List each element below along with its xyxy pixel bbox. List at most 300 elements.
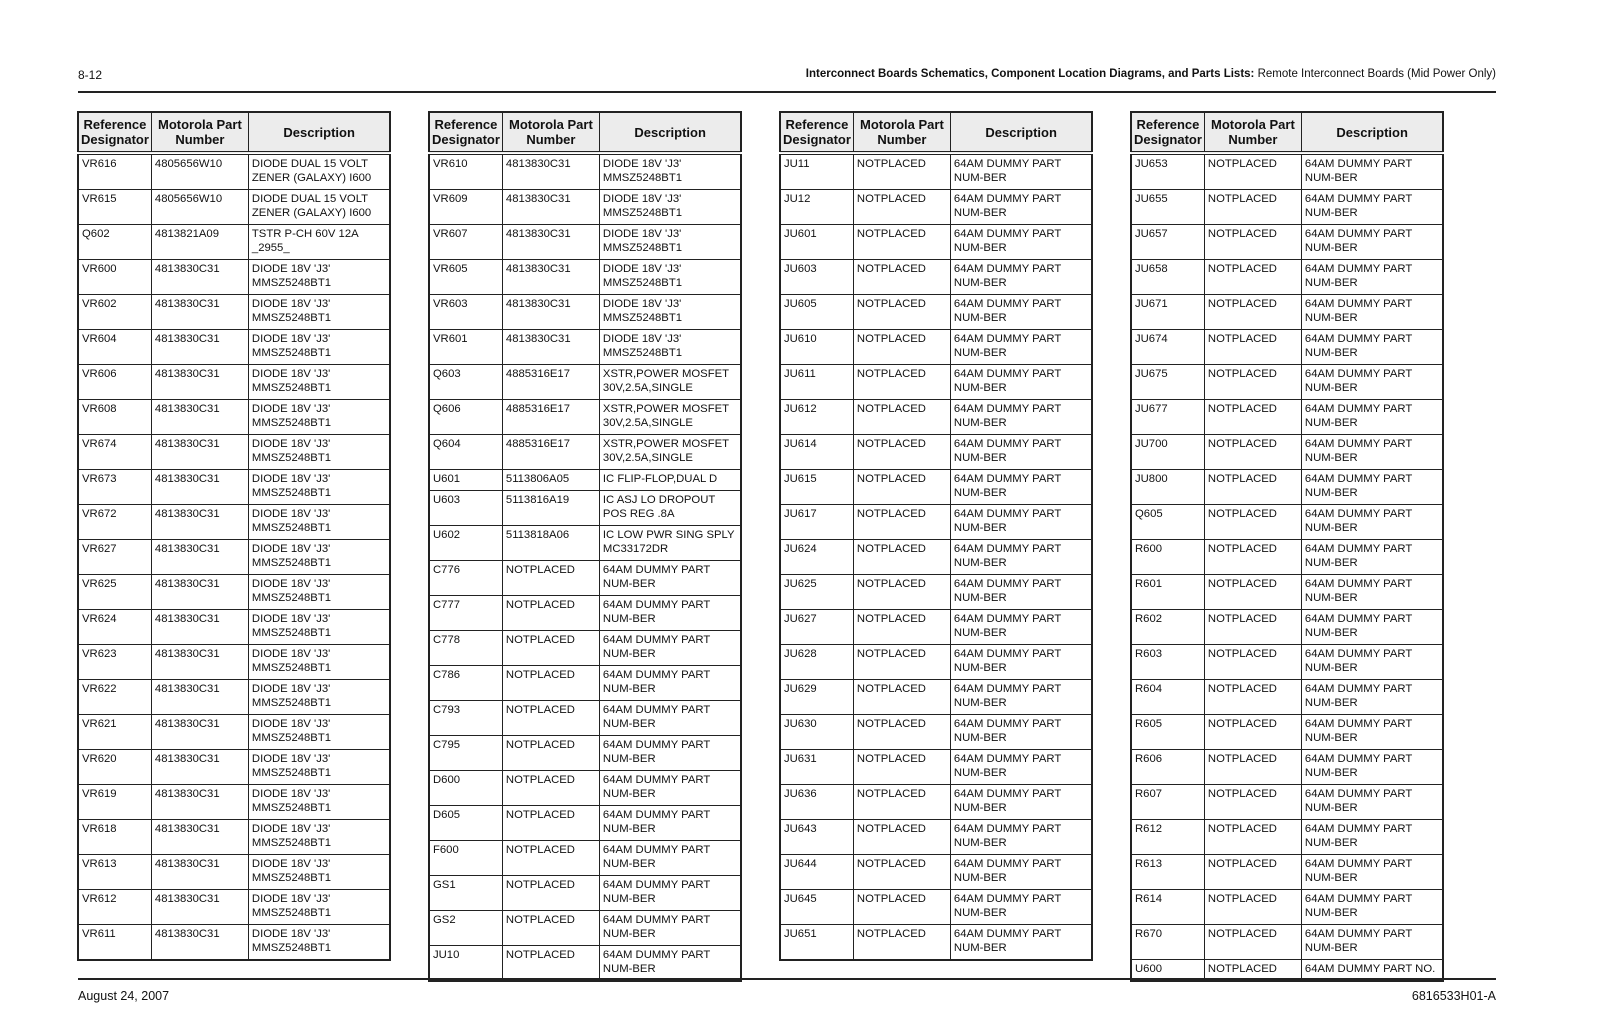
table-row: [780, 680, 1092, 715]
reference-designator-cell: JU601: [780, 225, 853, 260]
part-number-cell: NOTPLACED: [1204, 715, 1301, 750]
reference-designator-cell: JU612: [780, 400, 853, 435]
part-number-cell: 4813830C31: [151, 925, 248, 961]
table-row: [780, 715, 1092, 750]
column-header-reference-designator: Reference Designator: [780, 112, 853, 153]
table-row: [429, 190, 741, 225]
part-number-cell: NOTPLACED: [502, 561, 599, 596]
table-row: [78, 680, 390, 715]
description-cell: DIODE 18V 'J3' MMSZ5248BT1: [248, 680, 390, 715]
reference-designator-cell: JU655: [1131, 190, 1204, 225]
table-row: [780, 435, 1092, 470]
table-row: [1131, 750, 1443, 785]
table-row: [429, 701, 741, 736]
part-number-cell: NOTPLACED: [1204, 295, 1301, 330]
part-number-cell: NOTPLACED: [1204, 925, 1301, 960]
part-number-cell: 4813830C31: [151, 400, 248, 435]
table-row: [429, 876, 741, 911]
description-cell: DIODE 18V 'J3' MMSZ5248BT1: [248, 505, 390, 540]
part-number-cell: NOTPLACED: [853, 890, 950, 925]
column-header-description: Description: [1301, 112, 1443, 153]
description-cell: IC ASJ LO DROPOUT POS REG .8A: [599, 491, 741, 526]
part-number-cell: 4813830C31: [502, 330, 599, 365]
part-number-cell: 4813830C31: [151, 295, 248, 330]
description-cell: 64AM DUMMY PART NUM-BER: [599, 561, 741, 596]
part-number-cell: NOTPLACED: [853, 645, 950, 680]
reference-designator-cell: VR603: [429, 295, 502, 330]
part-number-cell: NOTPLACED: [1204, 400, 1301, 435]
table-row: [780, 330, 1092, 365]
description-cell: DIODE 18V 'J3' MMSZ5248BT1: [599, 295, 741, 330]
reference-designator-cell: JU631: [780, 750, 853, 785]
description-cell: 64AM DUMMY PART NUM-BER: [950, 330, 1092, 365]
reference-designator-cell: JU700: [1131, 435, 1204, 470]
table-row: [429, 666, 741, 701]
reference-designator-cell: JU605: [780, 295, 853, 330]
reference-designator-cell: JU12: [780, 190, 853, 225]
description-cell: DIODE 18V 'J3' MMSZ5248BT1: [248, 540, 390, 575]
reference-designator-cell: VR674: [78, 435, 151, 470]
reference-designator-cell: U602: [429, 526, 502, 561]
part-number-cell: 4813830C31: [151, 680, 248, 715]
description-cell: DIODE 18V 'J3' MMSZ5248BT1: [248, 260, 390, 295]
table-row: [780, 295, 1092, 330]
part-number-cell: NOTPLACED: [1204, 785, 1301, 820]
column-header-description: Description: [599, 112, 741, 153]
description-cell: DIODE 18V 'J3' MMSZ5248BT1: [248, 610, 390, 645]
part-number-cell: NOTPLACED: [853, 260, 950, 295]
part-number-cell: NOTPLACED: [853, 785, 950, 820]
table-row: [429, 365, 741, 400]
description-cell: 64AM DUMMY PART NUM-BER: [599, 946, 741, 982]
reference-designator-cell: JU627: [780, 610, 853, 645]
description-cell: 64AM DUMMY PART NUM-BER: [950, 365, 1092, 400]
table-row: [78, 435, 390, 470]
table-header-row: [78, 112, 390, 153]
part-number-cell: 4885316E17: [502, 435, 599, 470]
part-number-cell: NOTPLACED: [853, 505, 950, 540]
part-number-cell: NOTPLACED: [853, 750, 950, 785]
table-row: [78, 400, 390, 435]
description-cell: DIODE 18V 'J3' MMSZ5248BT1: [248, 400, 390, 435]
reference-designator-cell: JU800: [1131, 470, 1204, 505]
description-cell: DIODE 18V 'J3' MMSZ5248BT1: [248, 645, 390, 680]
column-header-part-number: Motorola Part Number: [853, 112, 950, 153]
page-header: [78, 68, 1496, 92]
table-row: [1131, 365, 1443, 400]
parts-table: [779, 111, 1093, 961]
parts-table-3: [779, 111, 1093, 961]
description-cell: DIODE 18V 'J3' MMSZ5248BT1: [599, 225, 741, 260]
reference-designator-cell: JU644: [780, 855, 853, 890]
description-cell: 64AM DUMMY PART NUM-BER: [599, 701, 741, 736]
parts-table: [1130, 111, 1444, 982]
description-cell: DIODE 18V 'J3' MMSZ5248BT1: [248, 750, 390, 785]
part-number-cell: 4813830C31: [151, 505, 248, 540]
part-number-cell: NOTPLACED: [853, 610, 950, 645]
table-row: [78, 855, 390, 890]
part-number-cell: NOTPLACED: [1204, 190, 1301, 225]
description-cell: DIODE DUAL 15 VOLT ZENER (GALAXY) I600: [248, 190, 390, 225]
description-cell: 64AM DUMMY PART NUM-BER: [599, 771, 741, 806]
part-number-cell: NOTPLACED: [502, 876, 599, 911]
table-row: [78, 505, 390, 540]
reference-designator-cell: C776: [429, 561, 502, 596]
description-cell: DIODE 18V 'J3' MMSZ5248BT1: [599, 330, 741, 365]
table-row: [78, 925, 390, 961]
reference-designator-cell: JU10: [429, 946, 502, 982]
description-cell: 64AM DUMMY PART NUM-BER: [950, 750, 1092, 785]
table-row: [429, 470, 741, 491]
table-row: [780, 925, 1092, 961]
description-cell: 64AM DUMMY PART NUM-BER: [950, 890, 1092, 925]
reference-designator-cell: VR615: [78, 190, 151, 225]
description-cell: DIODE 18V 'J3' MMSZ5248BT1: [248, 715, 390, 750]
table-row: [429, 841, 741, 876]
table-row: [78, 715, 390, 750]
description-cell: 64AM DUMMY PART NUM-BER: [1301, 153, 1443, 190]
table-row: [78, 890, 390, 925]
description-cell: 64AM DUMMY PART NUM-BER: [1301, 225, 1443, 260]
table-row: [1131, 540, 1443, 575]
table-row: [1131, 505, 1443, 540]
reference-designator-cell: Q603: [429, 365, 502, 400]
reference-designator-cell: VR605: [429, 260, 502, 295]
table-row: [780, 225, 1092, 260]
reference-designator-cell: VR673: [78, 470, 151, 505]
reference-designator-cell: Q605: [1131, 505, 1204, 540]
part-number-cell: NOTPLACED: [1204, 575, 1301, 610]
reference-designator-cell: VR622: [78, 680, 151, 715]
page-title: [806, 68, 1496, 80]
description-cell: 64AM DUMMY PART NUM-BER: [599, 736, 741, 771]
description-cell: DIODE 18V 'J3' MMSZ5248BT1: [599, 153, 741, 190]
reference-designator-cell: JU630: [780, 715, 853, 750]
part-number-cell: 4813830C31: [151, 540, 248, 575]
table-row: [78, 260, 390, 295]
reference-designator-cell: GS2: [429, 911, 502, 946]
column-header-reference-designator: Reference Designator: [1131, 112, 1204, 153]
description-cell: 64AM DUMMY PART NUM-BER: [599, 806, 741, 841]
footer-date: August 24, 2007: [78, 989, 170, 1003]
description-cell: 64AM DUMMY PART NUM-BER: [1301, 400, 1443, 435]
description-cell: 64AM DUMMY PART NUM-BER: [950, 260, 1092, 295]
part-number-cell: 4813830C31: [502, 190, 599, 225]
reference-designator-cell: R614: [1131, 890, 1204, 925]
part-number-cell: NOTPLACED: [1204, 645, 1301, 680]
description-cell: DIODE DUAL 15 VOLT ZENER (GALAXY) I600: [248, 153, 390, 190]
reference-designator-cell: Q606: [429, 400, 502, 435]
table-row: [78, 225, 390, 260]
part-number-cell: NOTPLACED: [502, 911, 599, 946]
reference-designator-cell: VR609: [429, 190, 502, 225]
part-number-cell: NOTPLACED: [853, 925, 950, 961]
part-number-cell: 5113818A06: [502, 526, 599, 561]
table-row: [780, 153, 1092, 190]
part-number-cell: NOTPLACED: [1204, 820, 1301, 855]
part-number-cell: NOTPLACED: [1204, 750, 1301, 785]
description-cell: XSTR,POWER MOSFET 30V,2.5A,SINGLE: [599, 400, 741, 435]
table-header-row: [1131, 112, 1443, 153]
table-row: [78, 785, 390, 820]
part-number-cell: 4813830C31: [151, 715, 248, 750]
description-cell: 64AM DUMMY PART NUM-BER: [1301, 260, 1443, 295]
parts-table: [428, 111, 742, 982]
reference-designator-cell: VR619: [78, 785, 151, 820]
part-number-cell: NOTPLACED: [853, 225, 950, 260]
reference-designator-cell: JU677: [1131, 400, 1204, 435]
table-row: [1131, 575, 1443, 610]
description-cell: 64AM DUMMY PART NUM-BER: [950, 540, 1092, 575]
part-number-cell: NOTPLACED: [853, 715, 950, 750]
reference-designator-cell: R601: [1131, 575, 1204, 610]
table-row: [1131, 295, 1443, 330]
description-cell: DIODE 18V 'J3' MMSZ5248BT1: [248, 295, 390, 330]
part-number-cell: 4813830C31: [151, 260, 248, 295]
table-row: [78, 750, 390, 785]
description-cell: 64AM DUMMY PART NUM-BER: [950, 680, 1092, 715]
part-number-cell: 5113816A19: [502, 491, 599, 526]
part-number-cell: NOTPLACED: [1204, 225, 1301, 260]
reference-designator-cell: VR625: [78, 575, 151, 610]
part-number-cell: 4813830C31: [502, 260, 599, 295]
table-row: [1131, 400, 1443, 435]
description-cell: 64AM DUMMY PART NUM-BER: [950, 153, 1092, 190]
description-cell: 64AM DUMMY PART NUM-BER: [599, 631, 741, 666]
table-row: [429, 736, 741, 771]
reference-designator-cell: R670: [1131, 925, 1204, 960]
description-cell: 64AM DUMMY PART NUM-BER: [950, 785, 1092, 820]
reference-designator-cell: JU645: [780, 890, 853, 925]
part-number-cell: NOTPLACED: [1204, 610, 1301, 645]
table-row: [1131, 330, 1443, 365]
description-cell: 64AM DUMMY PART NUM-BER: [1301, 645, 1443, 680]
description-cell: 64AM DUMMY PART NUM-BER: [1301, 330, 1443, 365]
description-cell: 64AM DUMMY PART NUM-BER: [950, 190, 1092, 225]
part-number-cell: 4813830C31: [151, 575, 248, 610]
part-number-cell: NOTPLACED: [1204, 435, 1301, 470]
reference-designator-cell: JU629: [780, 680, 853, 715]
reference-designator-cell: F600: [429, 841, 502, 876]
part-number-cell: NOTPLACED: [1204, 890, 1301, 925]
table-row: [78, 190, 390, 225]
table-row: [1131, 855, 1443, 890]
reference-designator-cell: VR602: [78, 295, 151, 330]
description-cell: 64AM DUMMY PART NUM-BER: [1301, 365, 1443, 400]
table-row: [1131, 820, 1443, 855]
description-cell: 64AM DUMMY PART NUM-BER: [1301, 855, 1443, 890]
part-number-cell: NOTPLACED: [1204, 260, 1301, 295]
description-cell: 64AM DUMMY PART NUM-BER: [950, 400, 1092, 435]
part-number-cell: NOTPLACED: [1204, 330, 1301, 365]
part-number-cell: NOTPLACED: [853, 540, 950, 575]
part-number-cell: 4813830C31: [151, 365, 248, 400]
description-cell: IC FLIP-FLOP,DUAL D: [599, 470, 741, 491]
table-row: [1131, 925, 1443, 960]
part-number-cell: NOTPLACED: [1204, 153, 1301, 190]
part-number-cell: NOTPLACED: [853, 820, 950, 855]
column-header-part-number: Motorola Part Number: [502, 112, 599, 153]
part-number-cell: 4813830C31: [151, 645, 248, 680]
description-cell: 64AM DUMMY PART NUM-BER: [950, 715, 1092, 750]
reference-designator-cell: JU651: [780, 925, 853, 961]
description-cell: 64AM DUMMY PART NUM-BER: [1301, 540, 1443, 575]
part-number-cell: 4805656W10: [151, 153, 248, 190]
part-number-cell: NOTPLACED: [1204, 540, 1301, 575]
part-number-cell: NOTPLACED: [1204, 470, 1301, 505]
description-cell: TSTR P-CH 60V 12A _2955_: [248, 225, 390, 260]
part-number-cell: NOTPLACED: [853, 153, 950, 190]
table-row: [780, 820, 1092, 855]
reference-designator-cell: D605: [429, 806, 502, 841]
description-cell: DIODE 18V 'J3' MMSZ5248BT1: [248, 330, 390, 365]
description-cell: IC LOW PWR SING SPLY MC33172DR: [599, 526, 741, 561]
column-header-reference-designator: Reference Designator: [78, 112, 151, 153]
part-number-cell: 4813830C31: [151, 435, 248, 470]
reference-designator-cell: JU636: [780, 785, 853, 820]
part-number-cell: NOTPLACED: [502, 736, 599, 771]
part-number-cell: NOTPLACED: [502, 701, 599, 736]
table-row: [78, 540, 390, 575]
reference-designator-cell: VR672: [78, 505, 151, 540]
description-cell: 64AM DUMMY PART NUM-BER: [599, 841, 741, 876]
part-number-cell: NOTPLACED: [502, 841, 599, 876]
table-header-row: [780, 112, 1092, 153]
description-cell: DIODE 18V 'J3' MMSZ5248BT1: [248, 365, 390, 400]
part-number-cell: 4885316E17: [502, 400, 599, 435]
description-cell: 64AM DUMMY PART NUM-BER: [1301, 295, 1443, 330]
table-row: [429, 946, 741, 982]
table-row: [78, 610, 390, 645]
reference-designator-cell: VR601: [429, 330, 502, 365]
table-row: [429, 400, 741, 435]
column-header-reference-designator: Reference Designator: [429, 112, 502, 153]
description-cell: 64AM DUMMY PART NUM-BER: [950, 645, 1092, 680]
table-row: [78, 330, 390, 365]
reference-designator-cell: R600: [1131, 540, 1204, 575]
reference-designator-cell: VR627: [78, 540, 151, 575]
table-row: [78, 365, 390, 400]
table-row: [780, 785, 1092, 820]
part-number-cell: 4813830C31: [151, 785, 248, 820]
table-row: [429, 596, 741, 631]
reference-designator-cell: VR620: [78, 750, 151, 785]
description-cell: 64AM DUMMY PART NUM-BER: [599, 911, 741, 946]
table-row: [429, 631, 741, 666]
reference-designator-cell: U600: [1131, 960, 1204, 982]
table-row: [429, 260, 741, 295]
reference-designator-cell: VR610: [429, 153, 502, 190]
reference-designator-cell: JU625: [780, 575, 853, 610]
description-cell: 64AM DUMMY PART NUM-BER: [1301, 750, 1443, 785]
reference-designator-cell: VR623: [78, 645, 151, 680]
table-row: [1131, 890, 1443, 925]
reference-designator-cell: GS1: [429, 876, 502, 911]
description-cell: 64AM DUMMY PART NUM-BER: [950, 470, 1092, 505]
description-cell: XSTR,POWER MOSFET 30V,2.5A,SINGLE: [599, 435, 741, 470]
description-cell: DIODE 18V 'J3' MMSZ5248BT1: [599, 260, 741, 295]
description-cell: DIODE 18V 'J3' MMSZ5248BT1: [248, 925, 390, 961]
reference-designator-cell: JU617: [780, 505, 853, 540]
reference-designator-cell: R613: [1131, 855, 1204, 890]
description-cell: 64AM DUMMY PART NUM-BER: [599, 596, 741, 631]
reference-designator-cell: JU603: [780, 260, 853, 295]
reference-designator-cell: VR611: [78, 925, 151, 961]
part-number-cell: NOTPLACED: [1204, 365, 1301, 400]
description-cell: 64AM DUMMY PART NUM-BER: [1301, 680, 1443, 715]
reference-designator-cell: JU11: [780, 153, 853, 190]
table-row: [1131, 785, 1443, 820]
part-number-cell: NOTPLACED: [853, 435, 950, 470]
part-number-cell: NOTPLACED: [853, 330, 950, 365]
table-row: [429, 435, 741, 470]
description-cell: 64AM DUMMY PART NUM-BER: [1301, 610, 1443, 645]
part-number-cell: NOTPLACED: [502, 631, 599, 666]
description-cell: DIODE 18V 'J3' MMSZ5248BT1: [248, 575, 390, 610]
reference-designator-cell: C793: [429, 701, 502, 736]
part-number-cell: 4813821A09: [151, 225, 248, 260]
reference-designator-cell: JU653: [1131, 153, 1204, 190]
description-cell: 64AM DUMMY PART NUM-BER: [1301, 505, 1443, 540]
table-row: [780, 855, 1092, 890]
reference-designator-cell: Q602: [78, 225, 151, 260]
column-header-part-number: Motorola Part Number: [1204, 112, 1301, 153]
description-cell: 64AM DUMMY PART NUM-BER: [1301, 820, 1443, 855]
reference-designator-cell: JU611: [780, 365, 853, 400]
description-cell: DIODE 18V 'J3' MMSZ5248BT1: [599, 190, 741, 225]
table-row: [780, 190, 1092, 225]
reference-designator-cell: VR612: [78, 890, 151, 925]
description-cell: 64AM DUMMY PART NUM-BER: [599, 666, 741, 701]
table-row: [780, 365, 1092, 400]
reference-designator-cell: JU658: [1131, 260, 1204, 295]
table-row: [429, 491, 741, 526]
table-row: [1131, 260, 1443, 295]
part-number-cell: NOTPLACED: [1204, 960, 1301, 982]
part-number-cell: NOTPLACED: [502, 596, 599, 631]
reference-designator-cell: VR607: [429, 225, 502, 260]
reference-designator-cell: U603: [429, 491, 502, 526]
reference-designator-cell: R604: [1131, 680, 1204, 715]
description-cell: 64AM DUMMY PART NUM-BER: [950, 575, 1092, 610]
description-cell: 64AM DUMMY PART NUM-BER: [599, 876, 741, 911]
description-cell: DIODE 18V 'J3' MMSZ5248BT1: [248, 470, 390, 505]
table-row: [429, 153, 741, 190]
reference-designator-cell: VR616: [78, 153, 151, 190]
part-number-cell: 4813830C31: [151, 855, 248, 890]
part-number-cell: NOTPLACED: [1204, 680, 1301, 715]
reference-designator-cell: JU614: [780, 435, 853, 470]
page-number: 8-12: [78, 68, 103, 82]
footer-doc-number: 6816533H01-A: [1411, 989, 1496, 1003]
part-number-cell: 5113806A05: [502, 470, 599, 491]
part-number-cell: NOTPLACED: [853, 400, 950, 435]
description-cell: DIODE 18V 'J3' MMSZ5248BT1: [248, 855, 390, 890]
description-cell: 64AM DUMMY PART NUM-BER: [950, 435, 1092, 470]
table-row: [78, 575, 390, 610]
reference-designator-cell: U601: [429, 470, 502, 491]
table-row: [429, 561, 741, 596]
reference-designator-cell: R603: [1131, 645, 1204, 680]
table-header-row: [429, 112, 741, 153]
reference-designator-cell: VR618: [78, 820, 151, 855]
table-row: [780, 610, 1092, 645]
part-number-cell: NOTPLACED: [853, 470, 950, 505]
reference-designator-cell: C777: [429, 596, 502, 631]
reference-designator-cell: JU628: [780, 645, 853, 680]
part-number-cell: 4813830C31: [151, 470, 248, 505]
table-row: [429, 526, 741, 561]
